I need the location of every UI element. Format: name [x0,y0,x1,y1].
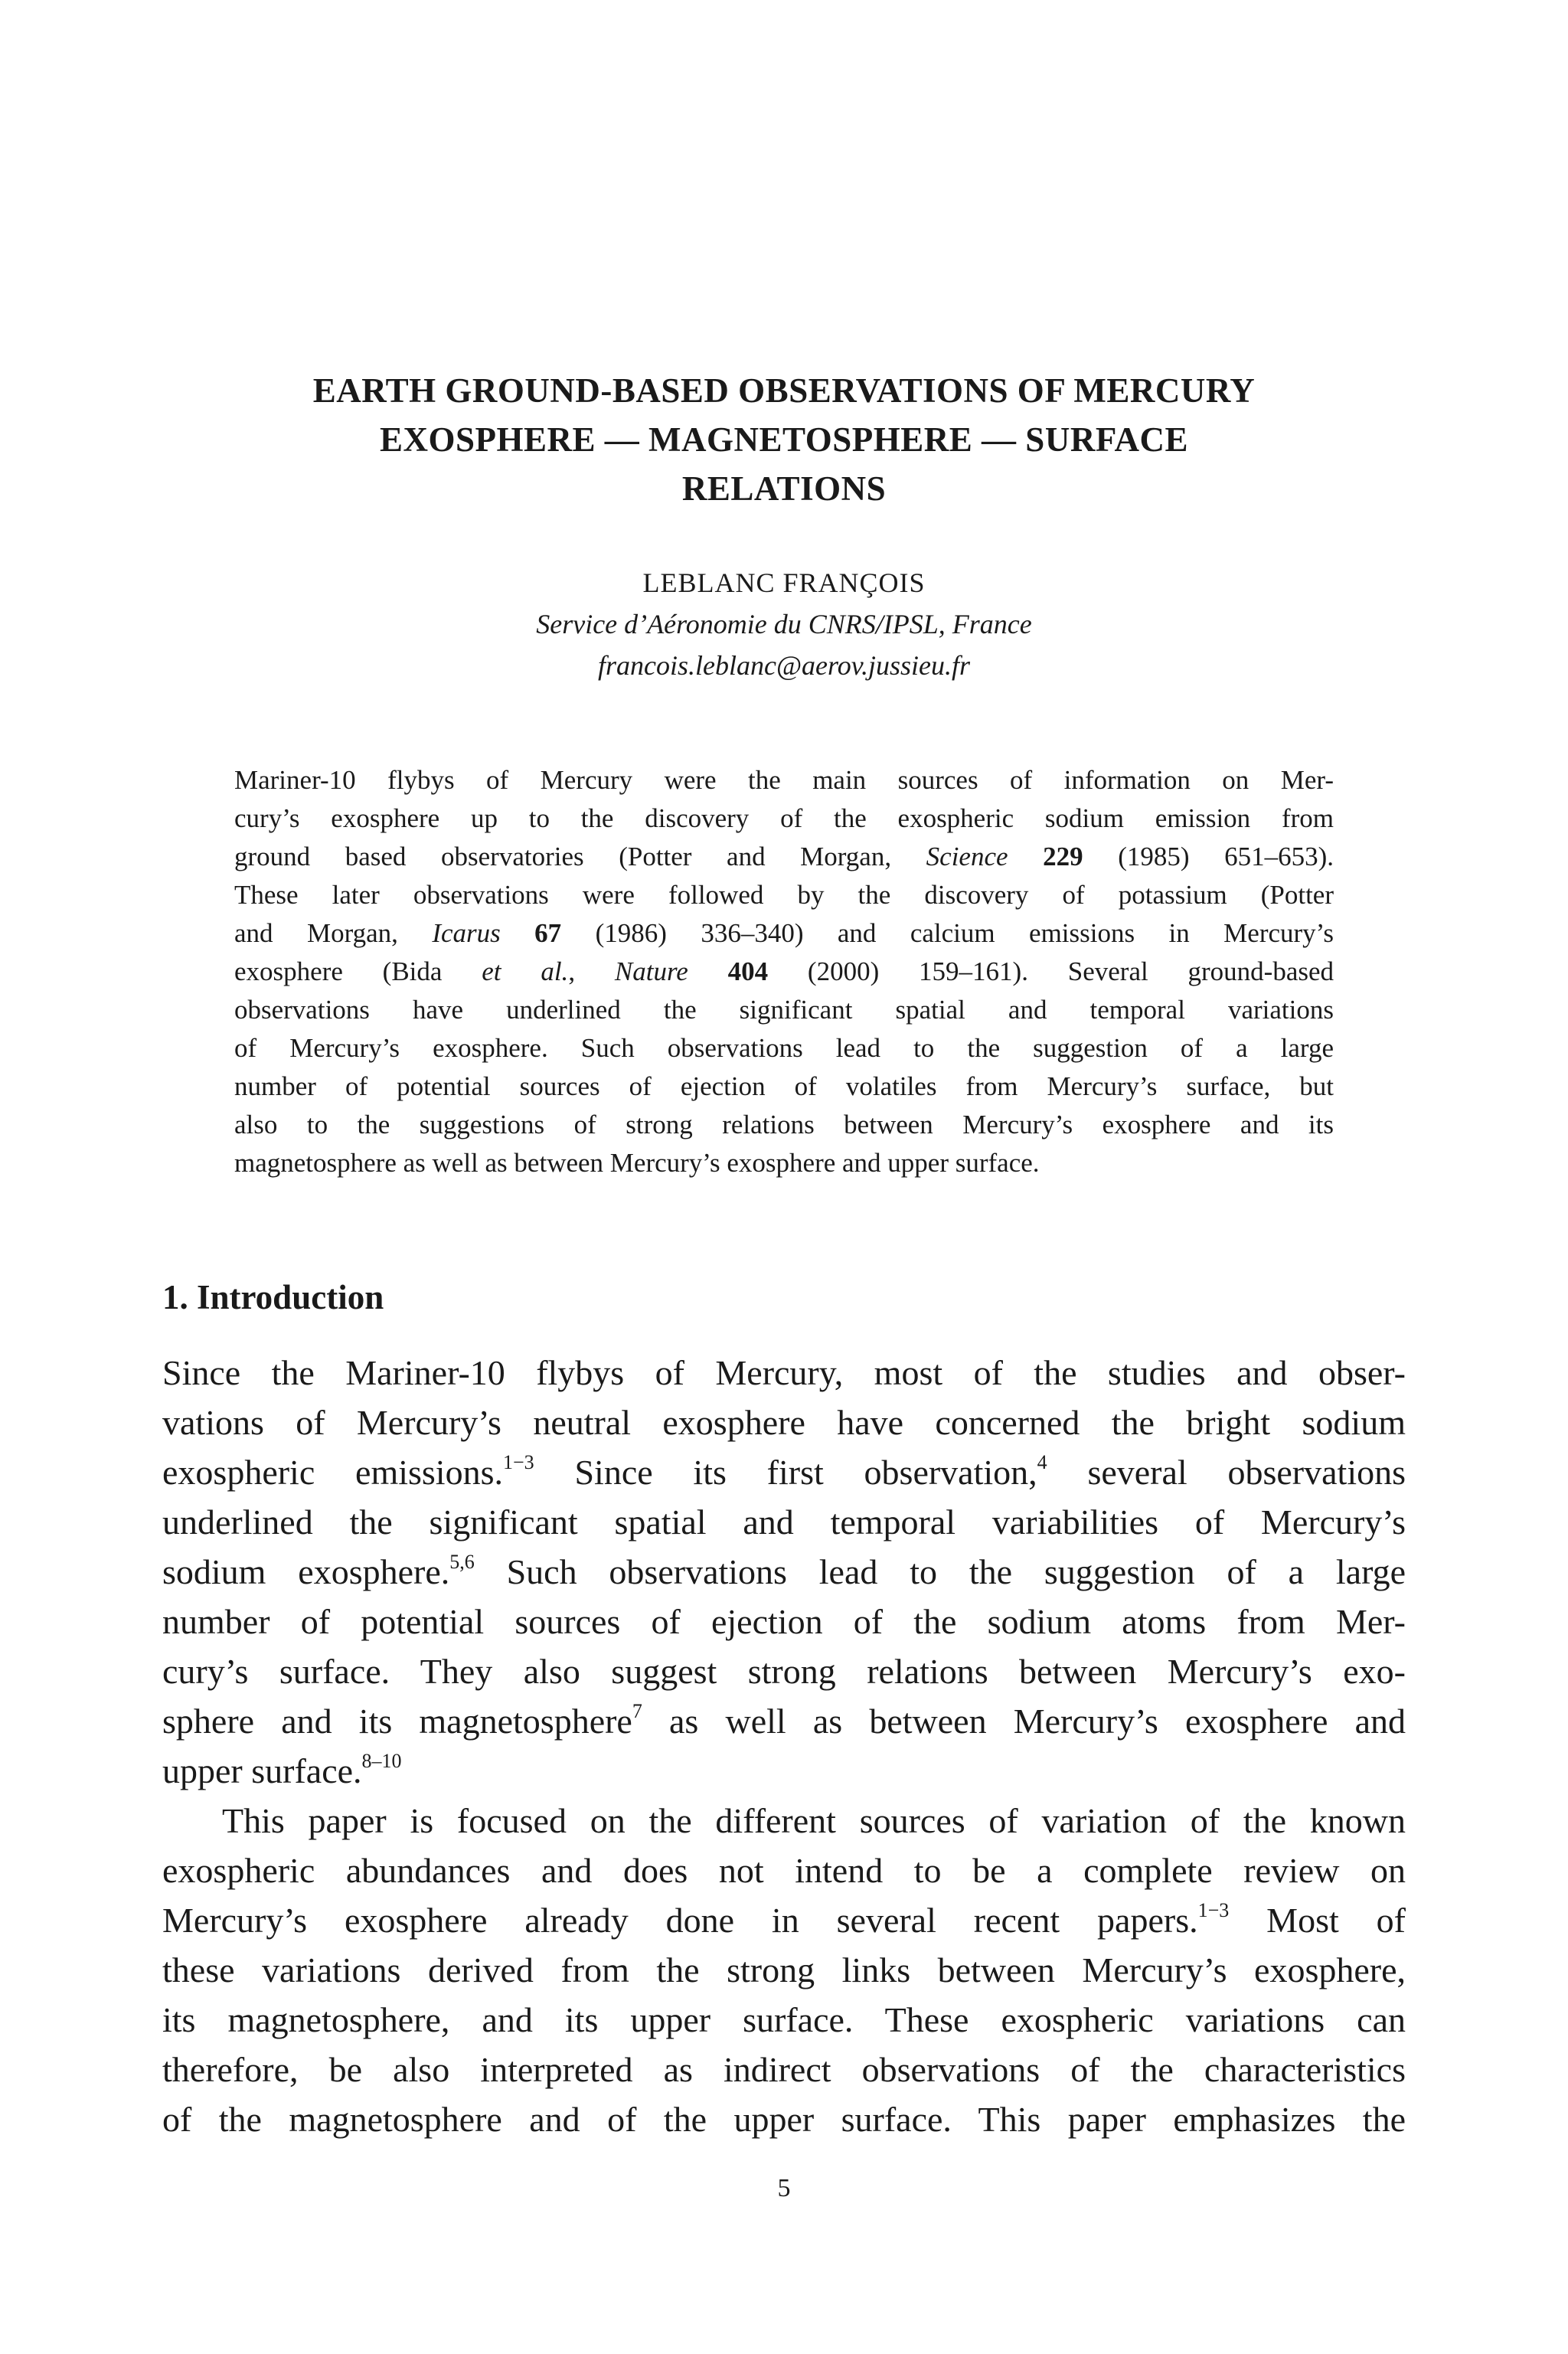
et-al: et al. [482,956,569,986]
citation-ref: 5,6 [449,1551,475,1573]
body-line: sphere and its magnetosphere$^7$ as well as between Mercury’s exosphere and [162,1700,1406,1741]
body-line: Mercury’s exosphere already done in several recent papers.$^{1-3}$ Most of [162,1899,1406,1940]
citation-ref: 4 [1037,1451,1047,1473]
journal-volume: 67 [534,918,562,948]
journal-name: Icarus [432,918,501,948]
body-line: vations of Mercury’s neutral exosphere have concerned the bright sodium [162,1403,1406,1442]
abstract-line: of Mercury’s exosphere. Such observations lead to the suggestion of a large [234,1033,1334,1063]
body-line: This paper is focused on the different sources of variation of the known [222,1801,1406,1840]
journal-name: Science [926,842,1008,871]
journal-name: Nature [614,956,688,986]
body-line: of the magnetosphere and of the upper surface. This paper emphasizes the [162,2100,1406,2139]
journal-volume: 404 [727,956,769,986]
abstract-line: number of potential sources of ejection of volatiles from Mercury’s surface, but [234,1071,1334,1101]
title-line-1: EARTH GROUND-BASED OBSERVATIONS OF MERCURY [312,371,1256,410]
citation-ref: 1−3 [503,1451,534,1473]
abstract-line: ground based observatories (Potter and Morgan, Science 229 (1985) 651–653). [234,842,1334,871]
citation-ref: 7 [632,1700,642,1722]
citation-ref: 1−3 [1197,1899,1230,1921]
body-line: exospheric emissions.$^{1-3}$ Since its first observation,$^4$ several observations [162,1451,1406,1492]
abstract [234,761,1334,1182]
body-line: its magnetosphere, and its upper surface. These exospheric variations can [162,2000,1406,2039]
title-line-2: EXOSPHERE — MAGNETOSPHERE — SURFACE [380,420,1188,459]
body-line: number of potential sources of ejection of the sodium atoms from Mer- [162,1602,1406,1641]
section-heading: 1. Introduction [162,1278,384,1316]
paper-title [153,366,1415,513]
abstract-line: Mariner-10 flybys of Mercury were the main sources of information on Mer- [234,765,1334,795]
body-line: sodium exosphere.$^{5,6}$ Such observations lead to the suggestion of a large [162,1551,1406,1591]
body-line: cury’s surface. They also suggest strong relations between Mercury’s exo- [162,1652,1406,1691]
body-line: exospheric abundances and does not intend to be a complete review on [162,1851,1406,1890]
abstract-line: and Morgan, Icarus 67 (1986) 336–340) and calcium emissions in Mercury’s [234,918,1334,948]
journal-volume: 229 [1043,842,1083,871]
body-line: underlined the significant spatial and temporal variabilities of Mercury’s [162,1502,1406,1542]
title-line-3: RELATIONS [681,469,887,508]
abstract-line: observations have underlined the significant spatial and temporal variations [234,995,1334,1025]
abstract-line: magnetosphere as well as between Mercury’s exosphere and upper surface. [234,1148,1040,1178]
author-affiliation: Service d’Aéronomie du CNRS/IPSL, France [536,609,1032,639]
page-number: 5 [777,2174,791,2202]
body-line: these variations derived from the strong links between Mercury’s exosphere, [162,1950,1406,1989]
author-name: LEBLANC FRANÇOIS [642,567,926,598]
body-line: Since the Mariner-10 flybys of Mercury, most of the studies and obser- [162,1353,1406,1392]
abstract-line: exosphere (Bida et al., Nature 404 (2000) 159–161). Several ground-based [234,956,1334,986]
abstract-line: cury’s exosphere up to the discovery of the exospheric sodium emission from [234,803,1334,833]
body-line: upper surface.$^{8-10}$ [162,1750,402,1790]
author-email: francois.leblanc@aerov.jussieu.fr [597,650,971,681]
citation-ref: 8–10 [361,1750,402,1772]
body-line: therefore, be also interpreted as indirect observations of the characteristics [162,2050,1406,2089]
introduction-body [162,1348,1406,2144]
abstract-line: These later observations were followed by the discovery of potassium (Potter [234,880,1334,910]
author-block [153,562,1415,686]
abstract-line: also to the suggestions of strong relations between Mercury’s exosphere and its [234,1110,1334,1139]
